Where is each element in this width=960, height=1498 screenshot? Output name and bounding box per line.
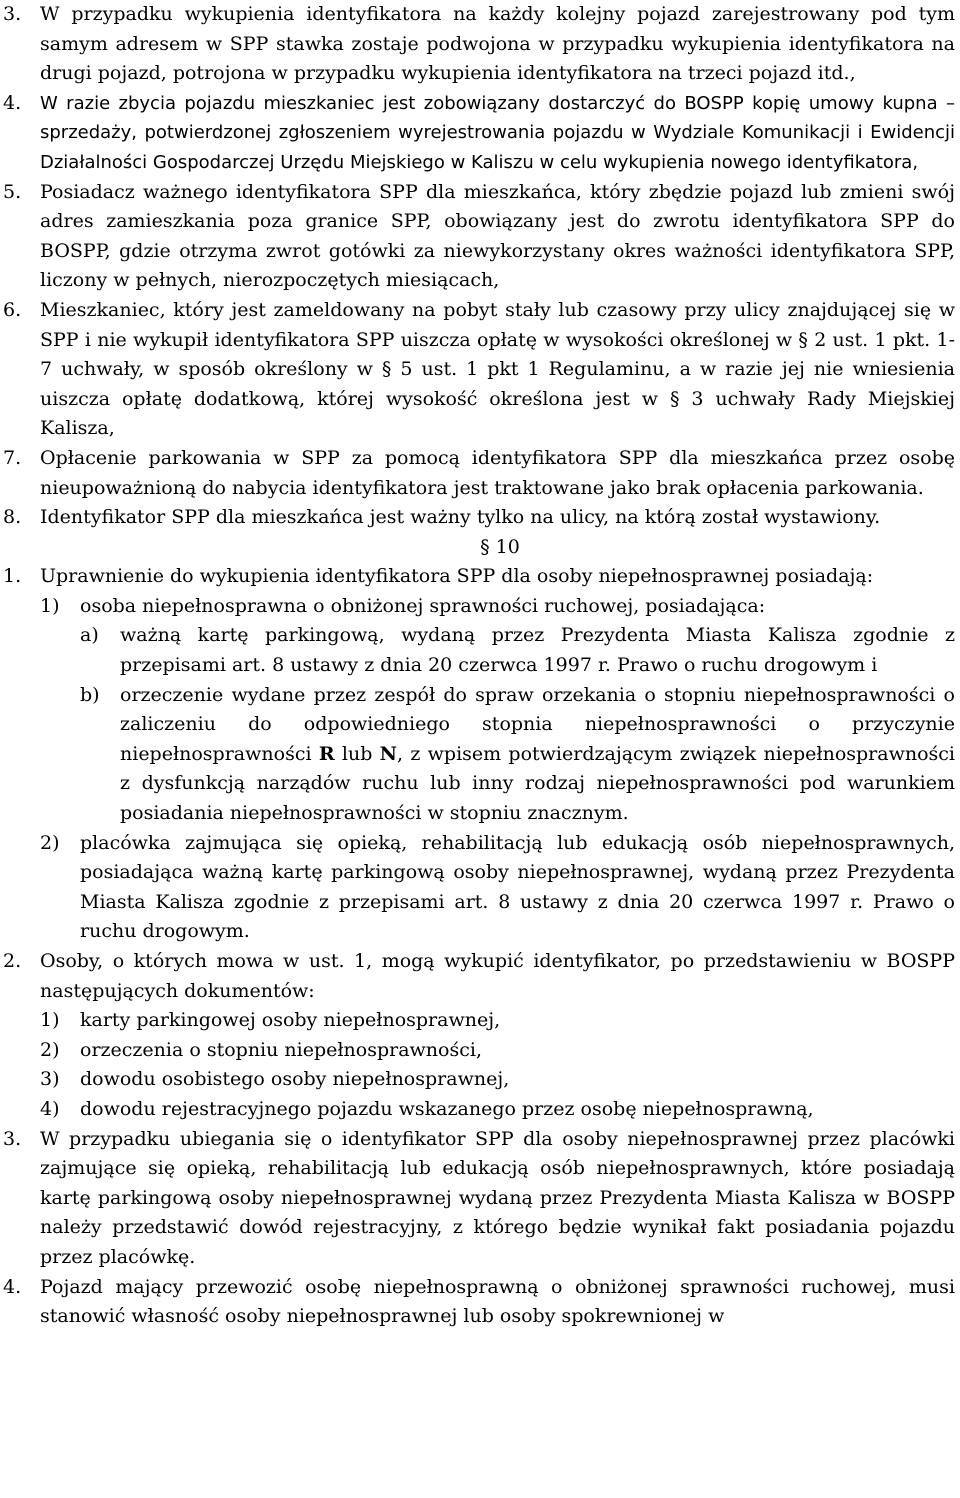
item-number: 3. xyxy=(3,1127,22,1150)
item-text: W przypadku ubiegania się o identyfikator SPP dla osoby niepełnosprawnej przez placówki zajmujące się opieką, rehabilitacją lub edukacją osób niepełnosprawnych, które posiadają kartę parkingową osoby niepełnosprawnej wydaną przez Prezydenta Miasta Kalisza w BOSPP należy przedstawić dowód rejestracyjny, z którego będzie wynikał fakt posiadania pojazdu przez placówkę. xyxy=(40,1127,955,1268)
letter-item xyxy=(0,621,960,680)
item-text-part: lub xyxy=(334,742,380,765)
letter-item xyxy=(0,681,960,829)
document-list-item xyxy=(0,1095,960,1125)
item-number: 2) xyxy=(40,831,60,854)
item-number: 1. xyxy=(3,565,22,588)
item-text: W przypadku wykupienia identyfikatora na każdy kolejny pojazd zarejestrowany pod tym samym adresem w SPP stawka zostaje podwojona w przypadku wykupienia identyfikatora na drugi pojazd, potrojona w przypadku wykupienia identyfikatora na trzeci pojazd itd., xyxy=(40,3,955,85)
item-text: placówka zajmująca się opieką, rehabilitacją lub edukacją osób niepełnosprawnych, posiadająca ważną kartę parkingową osoby niepełnosprawnej, wydaną przez Prezydenta Miasta Kalisza zgodnie z przepisami art. 8 ustawy z dnia 20 czerwca 1997 r. Prawo o ruchu drogowym. xyxy=(80,831,955,943)
list-item xyxy=(0,1125,960,1273)
item-text: ważną kartę parkingową, wydaną przez Prezydenta Miasta Kalisza zgodnie z przepisami art. 8 ustawy z dnia 20 czerwca 1997 r. Prawo o ruchu drogowym i xyxy=(120,624,955,677)
disability-code-r: R xyxy=(318,742,335,765)
item-number: 1) xyxy=(40,1009,60,1032)
list-item xyxy=(0,444,960,503)
item-text: karty parkingowej osoby niepełnosprawnej, xyxy=(80,1009,501,1032)
document-list-item xyxy=(0,1065,960,1095)
item-text: osoba niepełnosprawna o obniżonej sprawności ruchowej, posiadająca: xyxy=(80,594,766,617)
item-number: 2. xyxy=(3,950,22,972)
list-item xyxy=(0,562,960,592)
list-item xyxy=(0,178,960,296)
sub-item xyxy=(0,592,960,622)
item-text: W razie zbycia pojazdu mieszkaniec jest zobowiązany dostarczyć do BOSPP kopię umowy kupna – sprzedaży, potwierdzonej zgłoszeniem wyrejestrowania pojazdu w Wydziale Komunikacji i Ewidencji Działalności Gospodarczej Urzędu Miejskiego w Kaliszu w celu wykupienia nowego identyfikatora, xyxy=(40,92,955,173)
item-number: 6. xyxy=(3,298,22,321)
item-text: Osoby, o których mowa w ust. 1, mogą wykupić identyfikator, po przedstawieniu w BOSPP następujących dokumentów: xyxy=(40,950,955,1002)
item-number: 4. xyxy=(3,1275,22,1298)
item-number: 7. xyxy=(3,446,22,469)
disability-code-n: N xyxy=(379,742,398,765)
item-text: Pojazd mający przewozić osobę niepełnosprawną o obniżonej sprawności ruchowej, musi stanowić własność osoby niepełnosprawnej lub osoby spokrewnionej w xyxy=(40,1275,955,1328)
list-item xyxy=(0,0,960,89)
item-number: 5. xyxy=(3,180,22,203)
item-text: Identyfikator SPP dla mieszkańca jest ważny tylko na ulicy, na którą został wystawiony. xyxy=(40,506,881,529)
item-text-part: orzeczenie wydane przez zespół do spraw orzekania o stopniu niepełnosprawności o zaliczeniu do odpowiedniego stopnia niepełnosprawności o przyczynie niepełnosprawności xyxy=(120,683,955,765)
item-number: 1) xyxy=(40,594,60,617)
item-text: Uprawnienie do wykupienia identyfikatora SPP dla osoby niepełnosprawnej posiadają: xyxy=(40,565,874,588)
list-item xyxy=(0,1273,960,1332)
item-text: Mieszkaniec, który jest zameldowany na pobyt stały lub czasowy przy ulicy znajdującej się w SPP i nie wykupił identyfikatora SPP uiszcza opłatę w wysokości określonej w § 2 ust. 1 pkt. 1-7 uchwały, w sposób określony w § 5 ust. 1 pkt 1 Regulaminu, a w razie jej nie wniesienia uiszcza opłatę dodatkową, której wysokość określona jest w § 3 uchwały Rady Miejskiej Kalisza, xyxy=(40,298,955,440)
item-letter: b) xyxy=(80,683,100,706)
document-list-item xyxy=(0,1006,960,1036)
item-text: Posiadacz ważnego identyfikatora SPP dla mieszkańca, który zbędzie pojazd lub zmieni swój adres zamieszkania poza granice SPP, obowiązany jest do zwrotu identyfikatora SPP do BOSPP, gdzie otrzyma zwrot gotówki za niewykorzystany okres ważności identyfikatora SPP, liczony w pełnych, nierozpoczętych miesiącach, xyxy=(40,180,955,292)
section-heading: § 10 xyxy=(480,535,520,558)
item-number: 2) xyxy=(40,1038,60,1061)
item-number: 4) xyxy=(40,1097,60,1120)
item-number: 3) xyxy=(40,1068,60,1091)
item-letter: a) xyxy=(80,624,99,647)
item-text: dowodu osobistego osoby niepełnosprawnej, xyxy=(80,1068,510,1091)
item-text-part: , z wpisem potwierdzającym związek niepełnosprawności z dysfunkcją narządów ruchu lub inny rodzaj niepełnosprawności pod warunkiem posiadania niepełnosprawności w stopniu znacznym. xyxy=(120,742,955,825)
item-number: 3. xyxy=(3,3,22,25)
list-item xyxy=(0,89,960,178)
item-text xyxy=(120,684,955,824)
item-text: Opłacenie parkowania w SPP za pomocą identyfikatora SPP dla mieszkańca przez osobę nieupoważnioną do nabycia identyfikatora jest traktowane jako brak opłacenia parkowania. xyxy=(40,446,955,499)
item-number: 8. xyxy=(3,506,22,529)
sub-item xyxy=(0,829,960,947)
list-item xyxy=(0,296,960,444)
document-list-item xyxy=(0,1036,960,1066)
item-number: 4. xyxy=(3,91,22,114)
item-text: dowodu rejestracyjnego pojazdu wskazanego przez osobę niepełnosprawną, xyxy=(80,1097,814,1120)
list-item xyxy=(0,947,960,1006)
list-item xyxy=(0,503,960,533)
item-text: orzeczenia o stopniu niepełnosprawności, xyxy=(80,1038,482,1061)
